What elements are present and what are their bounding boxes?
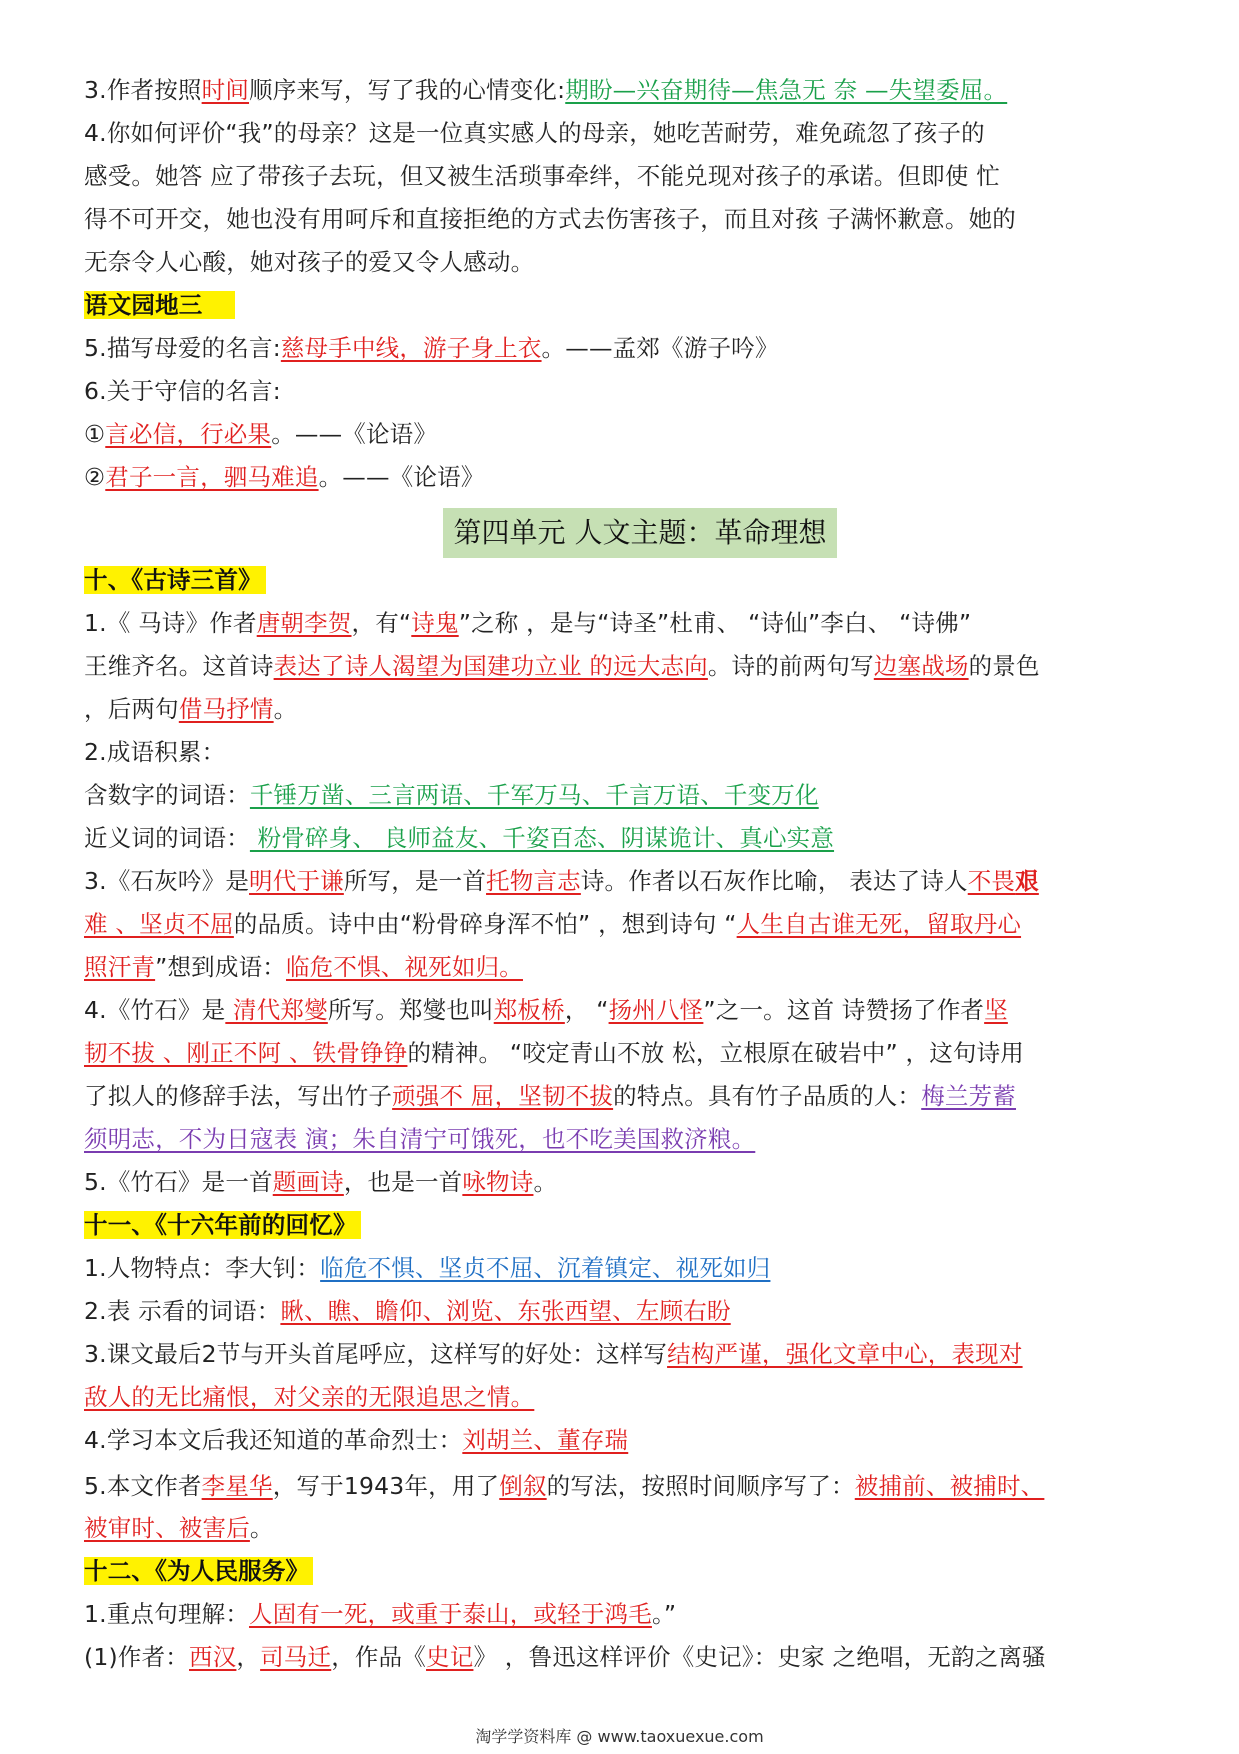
section-heading: 十、《古诗三首》 (84, 560, 1164, 600)
text-line: 5.《竹石》是一首题画诗，也是一首咏物诗。 (84, 1168, 558, 1196)
text-line: 照汗青”想到成语：临危不惧、视死如归。 (84, 953, 523, 981)
section-heading: 语文园地三 (84, 285, 1164, 325)
text-line: 1.重点句理解：人固有一死，或重于泰山，或轻于鸿毛。” (84, 1600, 677, 1628)
text-line: 须明志，不为日寇表 演；朱自清宁可饿死，也不吃美国救济粮。 (84, 1125, 756, 1153)
text-line: 得不可开交，她也没有用呵斥和直接拒绝的方式去伤害孩子，而且对孩 子满怀歉意。她的 (84, 205, 1016, 233)
section-heading: 十二、《为人民服务》 (84, 1551, 1164, 1591)
text-line: ②君子一言，驷马难追。——《论语》 (84, 463, 485, 491)
footer-watermark: 淘学学资料库 @ www.taoxuexue.com (475, 1727, 764, 1746)
text-line: 3.《石灰吟》是明代于谦所写，是一首托物言志诗。作者以石灰作比喻， 表达了诗人不畏艰 (84, 867, 1039, 895)
text-line: 3.作者按照时间顺序来写，写了我的心情变化:期盼—兴奋期待—焦急无 奈 —失望委屈。 (84, 76, 1008, 104)
text-line: 王维齐名。这首诗表达了诗人渴望为国建功立业 的远大志向。诗的前两句写边塞战场的景色 (84, 652, 1040, 680)
text-line: ，后两句借马抒情。 (84, 695, 298, 723)
text-line: ①言必信，行必果。——《论语》 (84, 420, 438, 448)
text-line: 2.成语积累： (84, 738, 226, 766)
text-line: 含数字的词语：千锤万凿、三言两语、千军万马、千言万语、千变万化 (84, 781, 819, 809)
text-line: 4.学习本文后我还知道的革命烈士：刘胡兰、董存瑞 (84, 1426, 629, 1454)
text-line: 3.课文最后2节与开头首尾呼应，这样写的好处：这样写结构严谨，强化文章中心，表现对 (84, 1340, 1023, 1368)
text-line: (1)作者：西汉，司马迁，作品《史记》 ，鲁迅这样评价《史记》：史家 之绝唱，无韵之离骚 (84, 1643, 1046, 1671)
text-line: 感受。她答 应了带孩子去玩，但又被生活琐事牵绊，不能兑现对孩子的承诺。但即使 忙 (84, 162, 1000, 190)
text-line: 5.本文作者李星华，写于1943年，用了倒叙的写法，按照时间顺序写了：被捕前、被捕时、 (84, 1472, 1045, 1500)
text-line: 韧不拔 、刚正不阿 、铁骨铮铮的精神。 “咬定青山不放 松，立根原在破岩中” ，这句诗用 (84, 1039, 1025, 1067)
text-line: 被审时、被害后。 (84, 1514, 274, 1542)
text-line: 1.人物特点：李大钊：临危不惧、坚贞不屈、沉着镇定、视死如归 (84, 1254, 771, 1282)
text-line: 近义词的词语： 粉骨碎身、 良师益友、千姿百态、阴谋诡计、真心实意 (84, 824, 835, 852)
text-line: 5.描写母爱的名言:慈母手中线，游子身上衣。——孟郊《游子吟》 (84, 334, 779, 362)
text-line: 了拟人的修辞手法，写出竹子顽强不 屈，坚韧不拔的特点。具有竹子品质的人：梅兰芳蓄 (84, 1082, 1017, 1110)
text-line: 2.表 示看的词语：瞅、瞧、瞻仰、浏览、东张西望、左顾右盼 (84, 1297, 731, 1325)
text-line: 4.《竹石》是 清代郑燮所写。郑燮也叫郑板桥， “扬州八怪”之一。这首 诗赞扬了作者坚 (84, 996, 1008, 1024)
text-line: 无奈令人心酸，她对孩子的爱又令人感动。 (84, 248, 535, 276)
text-line: 敌人的无比痛恨，对父亲的无限追思之情。 (84, 1383, 535, 1411)
section-heading: 十一、《十六年前的回忆》 (84, 1205, 1164, 1245)
text-line: 难 、坚贞不屈的品质。诗中由“粉骨碎身浑不怕” ，想到诗句 “人生自古谁无死，留取丹心 (84, 910, 1022, 938)
text-line: 6.关于守信的名言: (84, 377, 281, 405)
unit-title: 第四单元 人文主题：革命理想 (443, 508, 837, 558)
text-line: 1.《 马诗》作者唐朝李贺，有“诗鬼”之称 ，是与“诗圣”杜甫、 “诗仙”李白、 “诗佛” (84, 609, 972, 637)
text-line: 4.你如何评价“我”的母亲？这是一位真实感人的母亲，她吃苦耐劳，难免疏忽了孩子的 (84, 119, 985, 147)
